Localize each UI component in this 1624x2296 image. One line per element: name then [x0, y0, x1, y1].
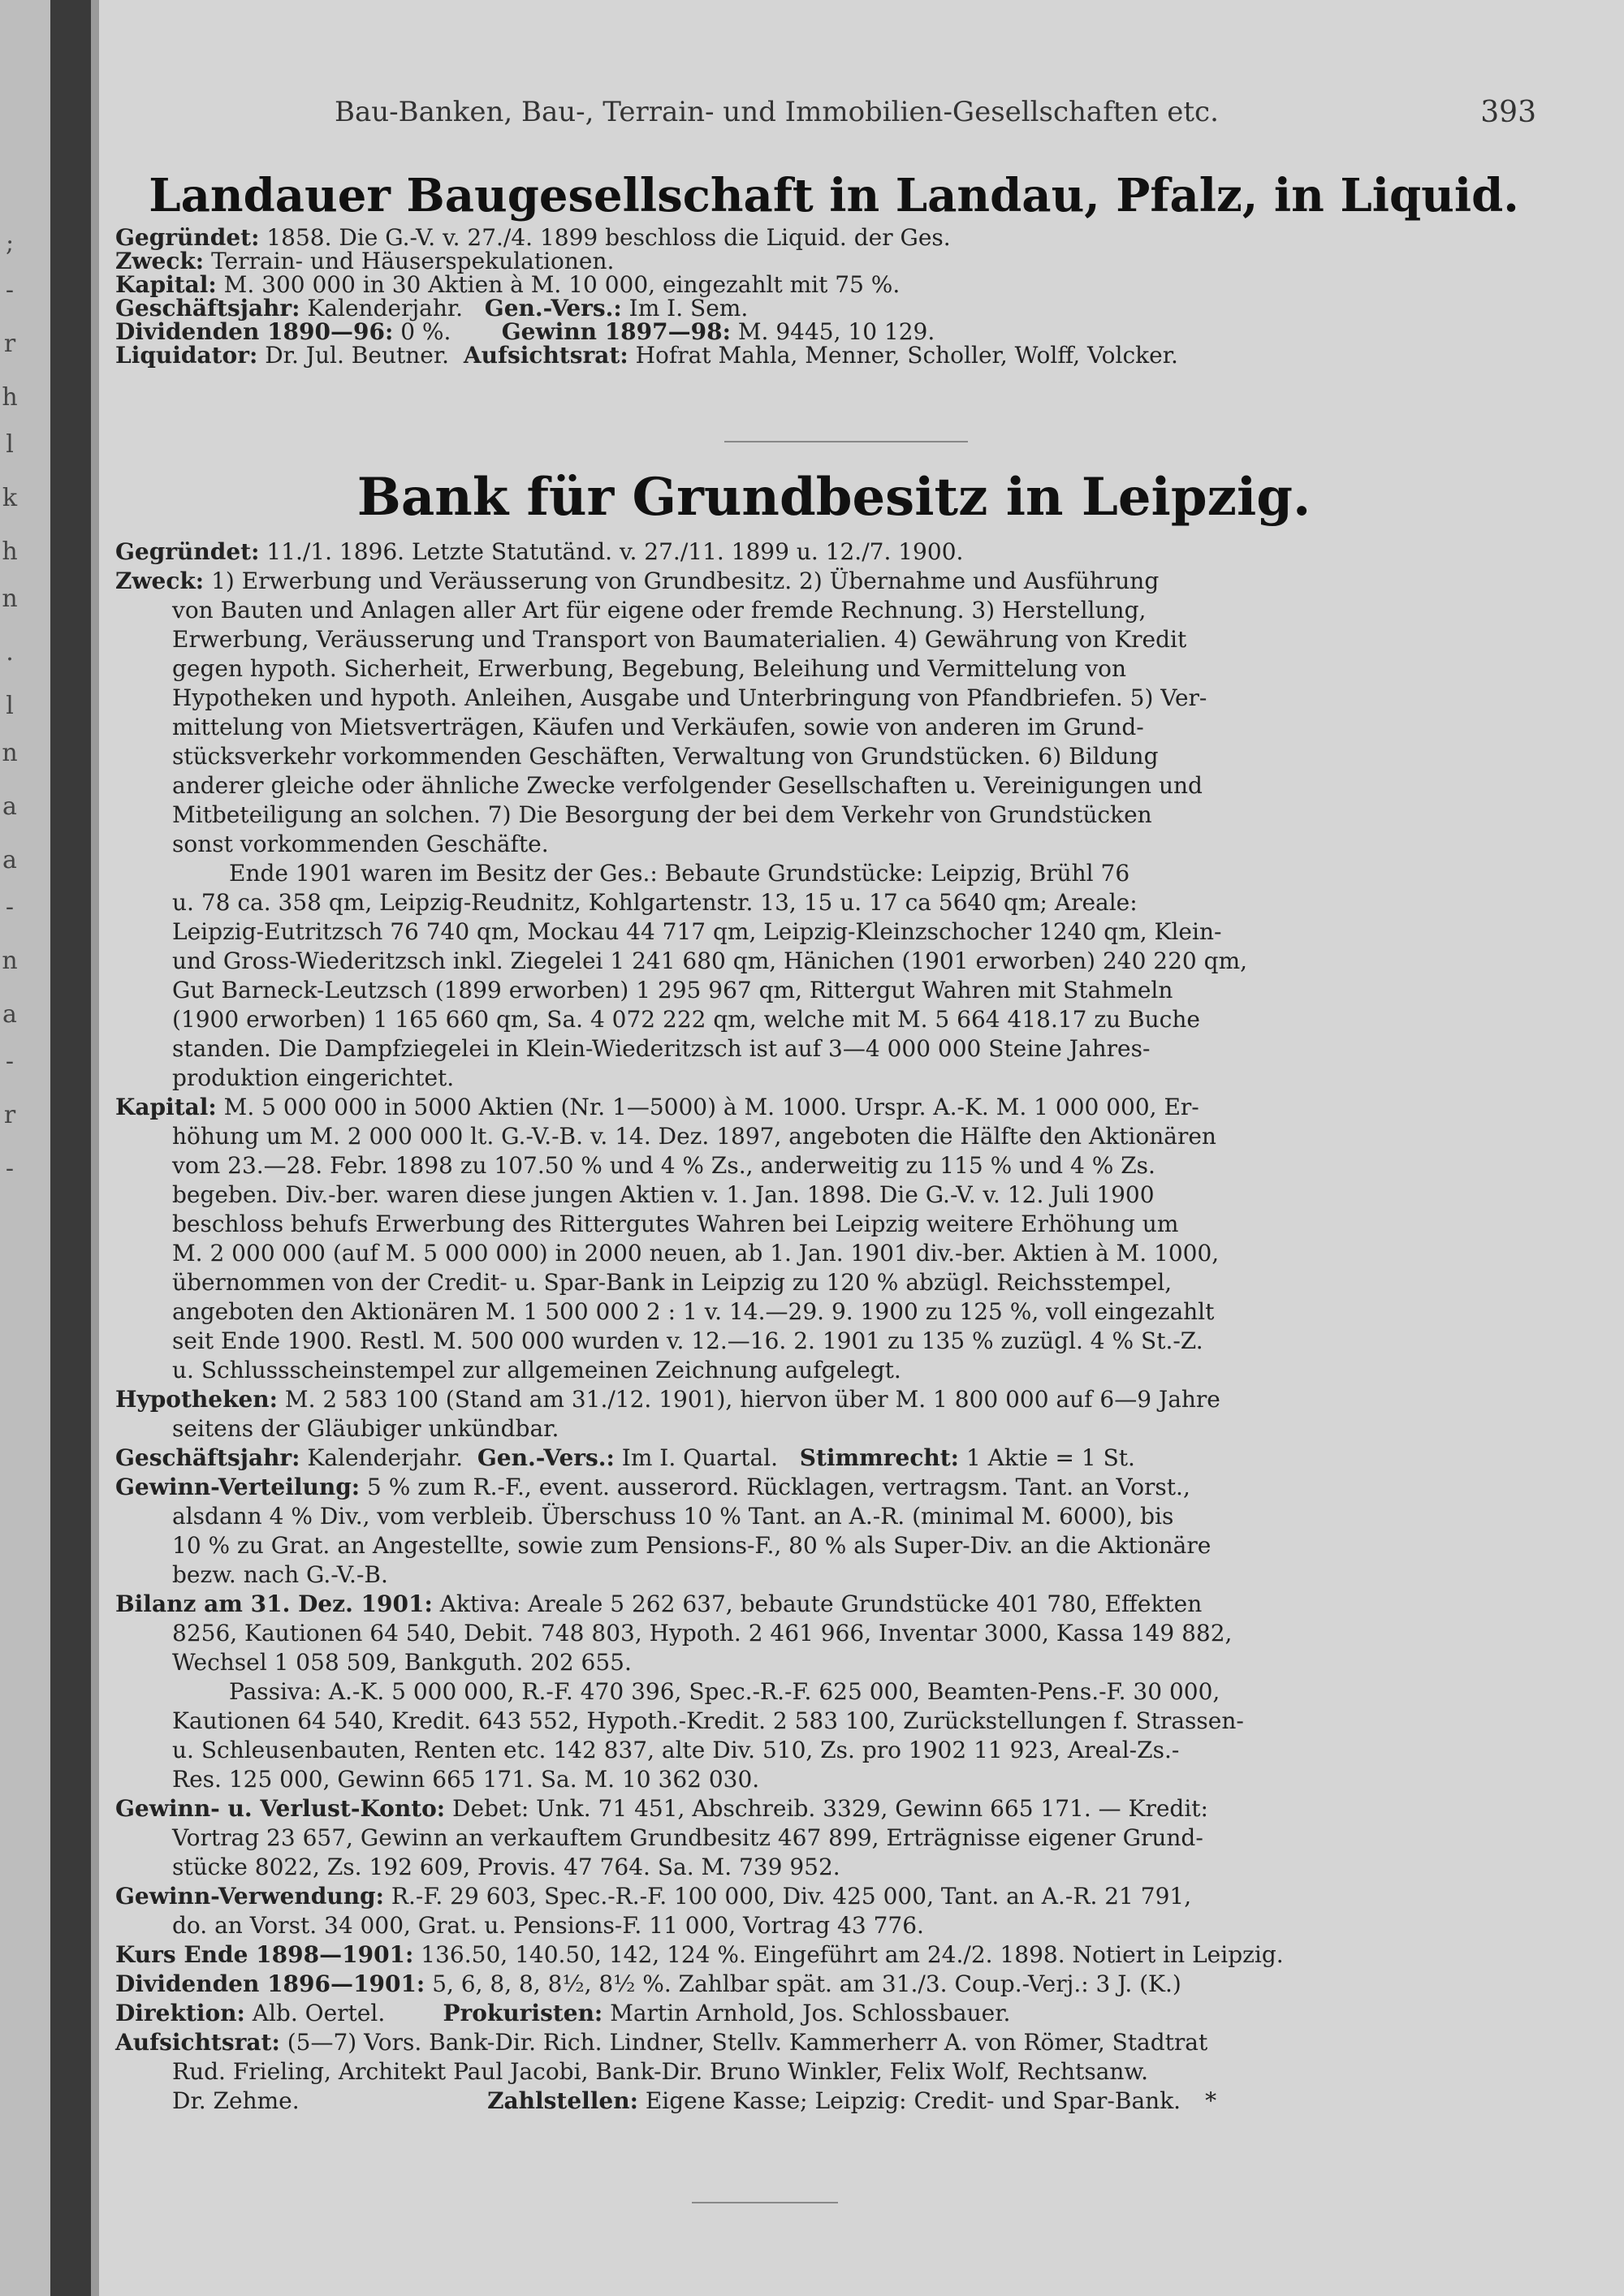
value-aufsichtsrat: Hofrat Mahla, Menner, Scholler, Wolff, Volcker. [635, 342, 1178, 369]
section-divider [724, 441, 968, 442]
label-dividenden-2: Dividenden 1896—1901: [115, 1970, 425, 1997]
value-dividenden: 0 %. [400, 318, 451, 345]
margin-glyph: h [2, 383, 18, 412]
value-geschaeftsjahr-2: Kalenderjahr. [307, 1444, 464, 1471]
zweck-paragraph [115, 567, 1553, 859]
besitz-line: Gut Barneck-Leutzsch (1899 erworben) 1 295 967 qm, Rittergut Wahren mit Stahmeln [172, 977, 1173, 1003]
gewv-line: alsdann 4 % Div., vom verbleib. Überschuss 10 % Tant. an A.-R. (minimal M. 6000), bis [172, 1503, 1174, 1530]
label-direktion: Direktion: [115, 2000, 245, 2026]
margin-glyph: - [5, 893, 15, 921]
label-gen-vers: Gen.-Vers.: [484, 295, 622, 322]
label-aufsichtsrat: Aufsichtsrat: [463, 342, 628, 369]
value-kapital: M. 300 000 in 30 Aktien à M. 10 000, eingezahlt mit 75 %. [223, 271, 901, 298]
guv-line: Debet: Unk. 71 451, Abschreib. 3329, Gewinn 665 171. — Kredit: [452, 1795, 1208, 1822]
value-prokuristen: Martin Arnhold, Jos. Schlossbauer. [610, 2000, 1011, 2026]
zweck-line: Hypotheken und hypoth. Anleihen, Ausgabe und Unterbringung von Pfandbriefen. 5) Ver- [172, 684, 1207, 711]
kapital-line: M. 5 000 000 in 5000 Aktien (Nr. 1—5000) à M. 1000. Urspr. A.-K. M. 1 000 000, Er- [223, 1094, 1199, 1120]
besitz-line: produktion eingerichtet. [172, 1064, 455, 1091]
zweck-line: von Bauten und Anlagen aller Art für eigene oder fremde Rechnung. 3) Herstellung, [172, 597, 1147, 624]
guv-line: stücke 8022, Zs. 192 609, Provis. 47 764. Sa. M. 739 952. [172, 1854, 840, 1880]
section-title-landauer: Landauer Baugesellschaft in Landau, Pfalz, in Liquid. [149, 169, 1519, 222]
value-geschaeftsjahr: Kalenderjahr. [307, 295, 464, 322]
margin-glyph: a [2, 1000, 17, 1029]
hypotheken-paragraph [115, 1385, 1553, 1444]
ar-line: (5—7) Vors. Bank-Dir. Rich. Lindner, Stellv. Kammerherr A. von Römer, Stadtrat [287, 2029, 1208, 2056]
section-title-bank-grundbesitz: Bank für Grundbesitz in Leipzig. [356, 467, 1311, 528]
margin-glyph: h [2, 537, 18, 566]
label-guv: Gewinn- u. Verlust-Konto: [115, 1795, 446, 1822]
gewverw-line: R.-F. 29 603, Spec.-R.-F. 100 000, Div. 425 000, Tant. an A.-R. 21 791, [391, 1883, 1192, 1910]
gewinn-verwendung-paragraph [115, 1882, 1553, 1940]
passiva-line: Passiva: A.-K. 5 000 000, R.-F. 470 396, Spec.-R.-F. 625 000, Beamten-Pens.-F. 30 000, [229, 1678, 1220, 1705]
zweck-line: stücksverkehr vorkommenden Geschäften, Verwaltung von Grundstücken. 6) Bildung [172, 743, 1159, 770]
margin-glyph: . [6, 638, 14, 667]
zweck-line: 1) Erwerbung und Veräusserung von Grundbesitz. 2) Übernahme und Ausführung [211, 568, 1160, 594]
section-body-bank-grundbesitz [115, 537, 1553, 2116]
margin-glyph: r [3, 1101, 16, 1129]
besitz-line: standen. Die Dampfziegelei in Klein-Wiederitzsch ist auf 3—4 000 000 Steine Jahres- [172, 1035, 1151, 1062]
label-stimmrecht: Stimmrecht: [799, 1444, 960, 1471]
label-aufsichtsrat-2: Aufsichtsrat: [115, 2029, 280, 2056]
label-hypotheken: Hypotheken: [115, 1386, 278, 1413]
margin-glyph: a [2, 846, 17, 874]
label-geschaeftsjahr: Geschäftsjahr: [115, 295, 300, 322]
value-gegruendet-2: 11./1. 1896. Letzte Statutänd. v. 27./11. 1899 u. 12./7. 1900. [266, 538, 964, 565]
label-bilanz: Bilanz am 31. Dez. 1901: [115, 1590, 433, 1617]
running-header [335, 96, 1536, 128]
bilanz-paragraph [115, 1590, 1553, 1794]
margin-glyph: r [3, 330, 16, 358]
label-kurs: Kurs Ende 1898—1901: [115, 1941, 414, 1968]
value-gegruendet: 1858. Die G.-V. v. 27./4. 1899 beschloss die Liquid. der Ges. [266, 224, 951, 251]
value-direktion: Alb. Oertel. [252, 2000, 386, 2026]
value-gen-vers: Im I. Sem. [628, 295, 749, 322]
kapital-line: beschloss behufs Erwerbung des Rittergutes Wahren bei Leipzig weitere Erhöhung um [172, 1211, 1179, 1237]
kapital-paragraph [115, 1093, 1553, 1385]
label-zweck: Zweck: [115, 248, 205, 274]
besitz-line: (1900 erworben) 1 165 660 qm, Sa. 4 072 222 qm, welche mit M. 5 664 418.17 zu Buche [172, 1006, 1200, 1033]
running-title: Bau-Banken, Bau-, Terrain- und Immobilien-Gesellschaften etc. [335, 96, 1219, 128]
margin-glyph: ; [5, 229, 15, 257]
gewv-line: 10 % zu Grat. an Angestellte, sowie zum Pensions-F., 80 % als Super-Div. an die Aktionäre [172, 1532, 1212, 1559]
zweck-line: gegen hypoth. Sicherheit, Erwerbung, Begebung, Beleihung und Vermittelung von [172, 655, 1127, 682]
value-gewinn: M. 9445, 10 129. [737, 318, 935, 345]
value-gen-vers-2: Im I. Quartal. [621, 1444, 779, 1471]
kapital-line: vom 23.—28. Febr. 1898 zu 107.50 % und 4 % Zs., anderweitig zu 115 % und 4 % Zs. [172, 1152, 1155, 1179]
gewinn-verteilung-paragraph [115, 1473, 1553, 1590]
value-zweck: Terrain- und Häuserspekulationen. [211, 248, 615, 274]
margin-glyph: k [2, 484, 18, 512]
margin-glyph: - [5, 276, 15, 304]
value-kurs: 136.50, 140.50, 142, 124 %. Eingeführt am 24./2. 1898. Notiert in Leipzig. [421, 1941, 1284, 1968]
spine-highlight [91, 0, 99, 2296]
besitz-paragraph [115, 859, 1553, 1093]
ar-line: Rud. Frieling, Architekt Paul Jacobi, Bank-Dir. Bruno Winkler, Felix Wolf, Rechtsanw. [172, 2058, 1148, 2085]
value-liquidator: Dr. Jul. Beutner. [265, 342, 450, 369]
kapital-line: seit Ende 1900. Restl. M. 500 000 wurden v. 12.—16. 2. 1901 zu 135 % zuzügl. 4 % St.-Z. [172, 1327, 1203, 1354]
margin-glyph: a [2, 792, 17, 821]
passiva-line: Kautionen 64 540, Kredit. 643 552, Hypoth.-Kredit. 2 583 100, Zurückstellungen f. Strassen- [172, 1707, 1244, 1734]
zweck-line: Mitbeteiligung an solchen. 7) Die Besorgung der bei dem Verkehr von Grundstücken [172, 801, 1152, 828]
aufsichtsrat-paragraph [115, 2028, 1553, 2116]
gewverw-line: do. an Vorst. 34 000, Grat. u. Pensions-F. 11 000, Vortrag 43 776. [172, 1912, 924, 1939]
label-liquidator: Liquidator: [115, 342, 258, 369]
value-stimmrecht: 1 Aktie = 1 St. [965, 1444, 1135, 1471]
guv-line: Vortrag 23 657, Gewinn an verkauftem Grundbesitz 467 899, Erträgnisse eigener Grund- [172, 1824, 1203, 1851]
passiva-line: Res. 125 000, Gewinn 665 171. Sa. M. 10 362 030. [172, 1766, 760, 1793]
left-margin-fragments [0, 227, 19, 1200]
besitz-line: u. 78 ca. 358 qm, Leipzig-Reudnitz, Kohlgartenstr. 13, 15 u. 17 ca 5640 qm; Areale: [172, 889, 1138, 916]
footnote-star: * [1205, 2087, 1217, 2114]
bottom-divider [692, 2202, 838, 2203]
kapital-line: begeben. Div.-ber. waren diese jungen Aktien v. 1. Jan. 1898. Die G.-V. v. 12. Juli 1900 [172, 1181, 1155, 1208]
zweck-line: anderer gleiche oder ähnliche Zwecke verfolgender Gesellschaften u. Vereinigungen und [172, 772, 1203, 799]
kapital-line: höhung um M. 2 000 000 lt. G.-V.-B. v. 14. Dez. 1897, angeboten die Hälfte den Aktionären [172, 1123, 1216, 1150]
hyp-line: M. 2 583 100 (Stand am 31./12. 1901), hiervon über M. 1 800 000 auf 6—9 Jahre [284, 1386, 1220, 1413]
book-page [99, 0, 1624, 2296]
kapital-line: angeboten den Aktionären M. 1 500 000 2 : 1 v. 14.—29. 9. 1900 zu 125 %, voll eingezahlt [172, 1298, 1215, 1325]
bilanz-line: Wechsel 1 058 509, Bankguth. 202 655. [172, 1649, 632, 1676]
value-zahlstellen: Eigene Kasse; Leipzig: Credit- und Spar-Bank. [645, 2087, 1181, 2114]
margin-glyph: n [2, 585, 18, 613]
label-prokuristen: Prokuristen: [443, 2000, 603, 2026]
label-geschaeftsjahr-2: Geschäftsjahr: [115, 1444, 300, 1471]
margin-glyph: n [2, 947, 18, 975]
besitz-line: und Gross-Wiederitzsch inkl. Ziegelei 1 241 680 qm, Hänichen (1901 erworben) 240 220 qm, [172, 947, 1248, 974]
margin-glyph: l [6, 692, 14, 720]
label-zweck-2: Zweck: [115, 568, 205, 594]
zweck-line: sonst vorkommenden Geschäfte. [172, 831, 549, 857]
gewv-line: 5 % zum R.-F., event. ausserord. Rücklagen, vertragsm. Tant. an Vorst., [367, 1474, 1190, 1500]
besitz-line: Ende 1901 waren im Besitz der Ges.: Bebaute Grundstücke: Leipzig, Brühl 76 [229, 860, 1130, 887]
bilanz-line: Aktiva: Areale 5 262 637, bebaute Grundstücke 401 780, Effekten [439, 1590, 1203, 1617]
label-dividenden: Dividenden 1890—96: [115, 318, 394, 345]
section-body-landauer [115, 226, 1553, 367]
value-dividenden-2: 5, 6, 8, 8, 8½, 8½ %. Zahlbar spät. am 31./3. Coup.-Verj.: 3 J. (K.) [432, 1970, 1181, 1997]
margin-glyph: - [5, 1154, 15, 1183]
label-gewinn-verteilung: Gewinn-Verteilung: [115, 1474, 361, 1500]
book-spine-shadow [50, 0, 91, 2296]
gewv-line: bezw. nach G.-V.-B. [172, 1561, 388, 1588]
label-gewinn-verwendung: Gewinn-Verwendung: [115, 1883, 384, 1910]
kapital-line: u. Schlussscheinstempel zur allgemeinen Zeichnung aufgelegt. [172, 1357, 901, 1383]
label-gewinn: Gewinn 1897—98: [501, 318, 731, 345]
page-number: 393 [1480, 96, 1536, 129]
kapital-line: übernommen von der Credit- u. Spar-Bank in Leipzig zu 120 % abzügl. Reichsstempel, [172, 1269, 1173, 1296]
margin-glyph: - [5, 1047, 15, 1076]
passiva-line: u. Schleusenbauten, Renten etc. 142 837, alte Div. 510, Zs. pro 1902 11 923, Areal-Zs.- [172, 1737, 1180, 1763]
label-kapital-2: Kapital: [115, 1094, 217, 1120]
label-gegruendet: Gegründet: [115, 224, 260, 251]
margin-glyph: l [6, 430, 14, 459]
label-gen-vers-2: Gen.-Vers.: [477, 1444, 615, 1471]
hyp-line: seitens der Gläubiger unkündbar. [172, 1415, 559, 1442]
label-zahlstellen: Zahlstellen: [487, 2087, 638, 2114]
zweck-line: Erwerbung, Veräusserung und Transport von Baumaterialien. 4) Gewährung von Kredit [172, 626, 1187, 653]
kapital-line: M. 2 000 000 (auf M. 5 000 000) in 2000 neuen, ab 1. Jan. 1901 div.-ber. Aktien à M. 1000, [172, 1240, 1220, 1267]
label-gegruendet-2: Gegründet: [115, 538, 260, 565]
besitz-line: Leipzig-Eutritzsch 76 740 qm, Mockau 44 717 qm, Leipzig-Kleinzschocher 1240 qm, Klein- [172, 918, 1222, 945]
margin-glyph: n [2, 739, 18, 767]
bilanz-line: 8256, Kautionen 64 540, Debit. 748 803, Hypoth. 2 461 966, Inventar 3000, Kassa 149 882, [172, 1620, 1233, 1646]
guv-paragraph [115, 1794, 1553, 1882]
ar-line: Dr. Zehme. [172, 2087, 300, 2114]
label-kapital: Kapital: [115, 271, 217, 298]
zweck-line: mittelung von Mietsverträgen, Käufen und Verkäufen, sowie von anderen im Grund- [172, 714, 1144, 740]
